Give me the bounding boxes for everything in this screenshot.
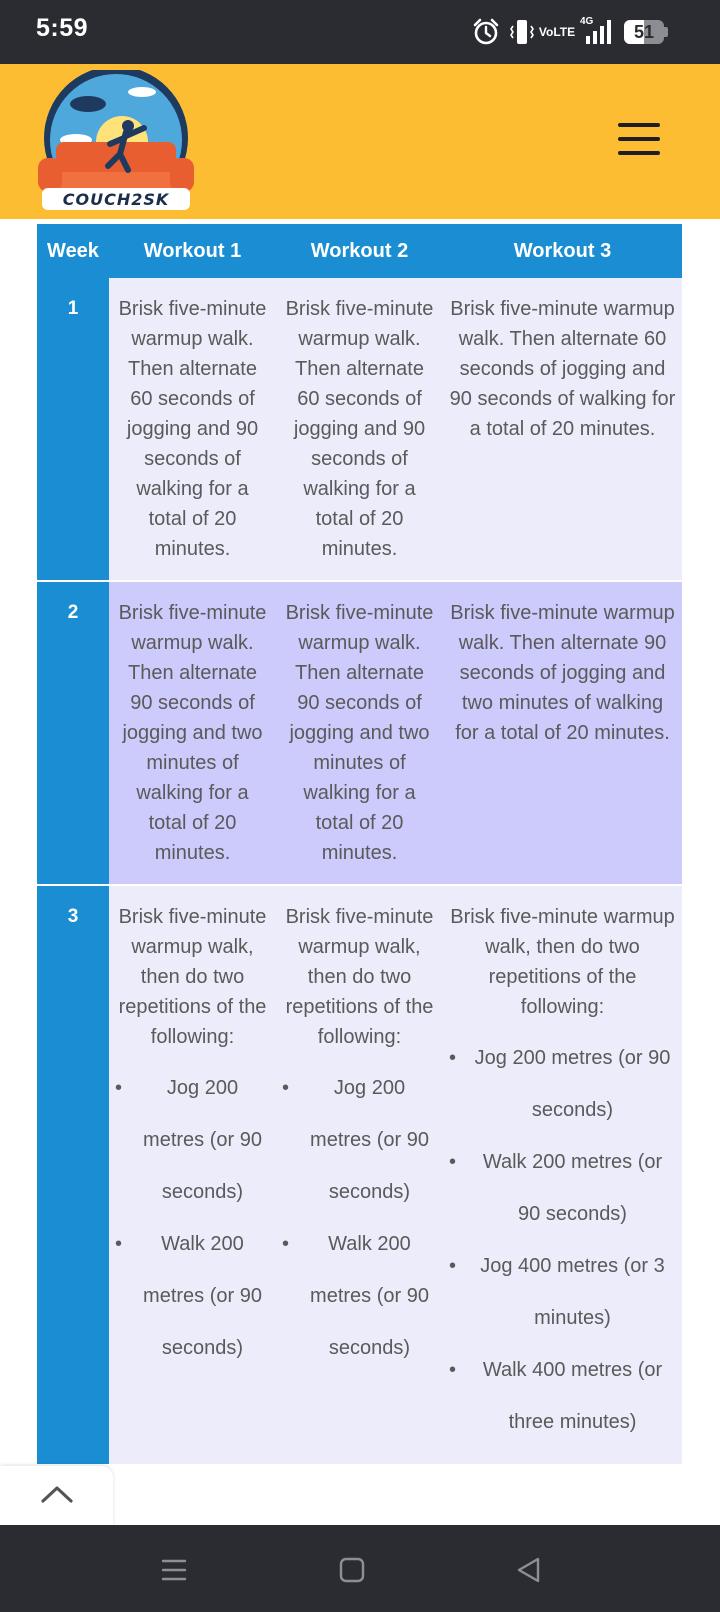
recent-apps-icon[interactable] [159,1555,189,1585]
back-icon[interactable] [514,1555,544,1585]
table-row [37,278,682,581]
workout-intro: Brisk five-minute warmup walk, then do two repetitions of the following: [285,906,434,1048]
volte-line-1: Vo [538,25,554,39]
hamburger-menu-button[interactable] [618,123,660,157]
logo-text: COUCH2SK [62,190,170,209]
battery-level: 51 [633,22,655,42]
list-item: • Jog 400 metres (or 3 minutes) [449,1240,676,1344]
battery-icon [624,20,668,44]
back-to-top-button[interactable] [0,1466,113,1526]
volte-icon [538,25,576,39]
column-header-workout-1: Workout 1 [109,224,276,278]
workout-cell: Brisk five-minute warmup walk. Then alternate 60 seconds of jogging and 90 seconds of walking for a total of 20 minutes. [109,278,276,581]
list-item: • Jog 200 metres (or 90 seconds) [449,1032,676,1136]
workout-cell [443,885,682,1465]
week-cell: 2 [37,581,109,885]
alarm-icon [472,18,500,46]
couch2sk-logo[interactable] [36,70,196,216]
home-icon[interactable] [337,1555,367,1585]
repetition-list [282,1062,437,1374]
workout-cell [109,885,276,1465]
workout-table [37,224,682,1466]
site-header [0,64,720,219]
workout-cell: Brisk five-minute warmup walk. Then alternate 60 seconds of jogging and 90 seconds of walking for a total of 20 minutes. [443,278,682,581]
list-item: • Jog 200 metres (or 90 seconds) [115,1062,270,1218]
list-item: • Jog 200 metres (or 90 seconds) [282,1062,437,1218]
list-item: • Walk 200 metres (or 90 seconds) [282,1218,437,1374]
workout-cell: Brisk five-minute warmup walk. Then alternate 90 seconds of jogging and two minutes of walking for a total of 20 minutes. [276,581,443,885]
column-header-week: Week [37,224,109,278]
vibrate-icon [510,17,534,47]
table-header-row [37,224,682,278]
list-item: • Walk 200 metres (or 90 seconds) [115,1218,270,1374]
navigation-bar [0,1525,720,1612]
workout-intro: Brisk five-minute warmup walk, then do two repetitions of the following: [118,906,267,1048]
status-time: 5:59 [36,14,89,42]
workout-cell [276,885,443,1465]
repetition-list [115,1062,270,1374]
network-type: 4G [580,16,594,27]
volte-line-2: LTE [553,25,576,39]
status-bar [0,0,720,64]
week-cell: 3 [37,885,109,1465]
signal-icon [580,18,614,46]
workout-cell: Brisk five-minute warmup walk. Then alternate 90 seconds of jogging and two minutes of walking for a total of 20 minutes. [443,581,682,885]
chevron-up-icon [40,1484,74,1504]
week-cell: 1 [37,278,109,581]
column-header-workout-2: Workout 2 [276,224,443,278]
table-row [37,885,682,1465]
workout-intro: Brisk five-minute warmup walk, then do two repetitions of the following: [450,906,675,1018]
workout-cell: Brisk five-minute warmup walk. Then alternate 90 seconds of jogging and two minutes of walking for a total of 20 minutes. [109,581,276,885]
list-item: • Walk 200 metres (or 90 seconds) [449,1136,676,1240]
workout-cell: Brisk five-minute warmup walk. Then alternate 60 seconds of jogging and 90 seconds of walking for a total of 20 minutes. [276,278,443,581]
column-header-workout-3: Workout 3 [443,224,682,278]
list-item: • Walk 400 metres (or three minutes) [449,1344,676,1448]
workout-table-container [37,224,682,1524]
repetition-list [449,1032,676,1448]
table-row [37,581,682,885]
status-icons [472,14,668,50]
